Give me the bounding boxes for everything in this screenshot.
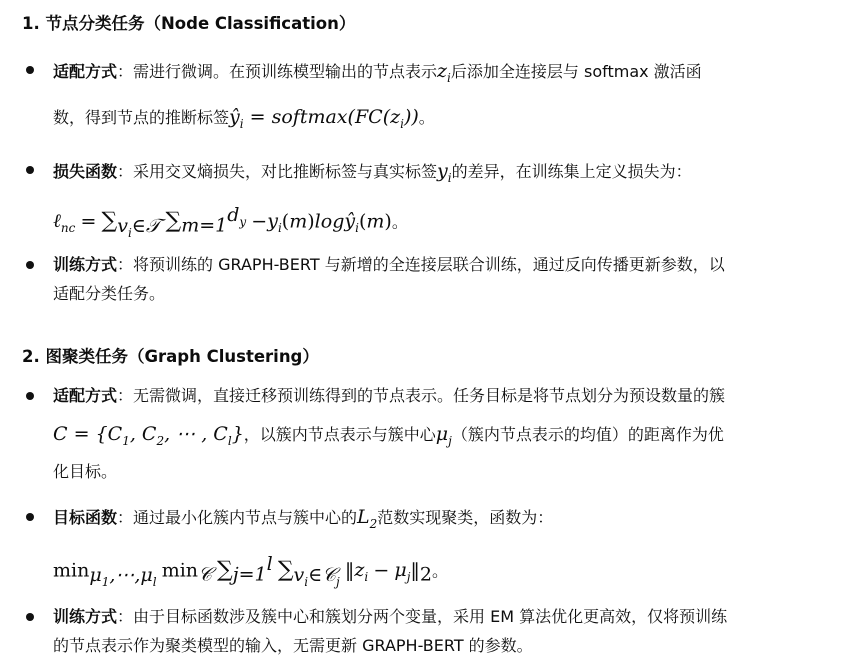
math-cluster-set: $C = \{C_1$, $C_2$, ⋯ , $C_l$}: [53, 423, 244, 448]
bullet-label: 训练方式: [53, 255, 118, 274]
text: ：将预训练的 GRAPH-BERT 与新增的全连接层联合训练，通过反向传播更新参数，以: [117, 255, 725, 274]
bullet-icon: [26, 166, 34, 174]
paragraph-line: [53, 604, 727, 630]
paragraph-line: [53, 104, 435, 137]
bullet-label: 损失函数: [53, 162, 118, 181]
paragraph-line: [53, 281, 165, 307]
text: ：采用交叉熵损失，对比推断标签与真实标签: [117, 162, 438, 181]
paragraph-line: [53, 383, 725, 409]
text: 后添加全连接层与 softmax 激活函: [450, 62, 702, 81]
math-l2: $L_2$: [357, 506, 378, 531]
text: 。: [418, 108, 435, 127]
text: ：需进行微调。在预训练模型输出的节点表示: [117, 62, 438, 81]
bullet-label: 适配方式: [53, 386, 118, 405]
paragraph-line: [53, 504, 553, 537]
text: ：通过最小化簇内节点与簇中心的: [117, 508, 358, 527]
math-y-i: $y_i$: [437, 160, 452, 185]
bullet-icon: [26, 613, 34, 621]
paragraph-line: [53, 58, 702, 91]
text: 数，得到节点的推断标签: [53, 108, 230, 127]
text: 的节点表示作为聚类模型的输入，无需更新 GRAPH-BERT 的参数。: [53, 636, 533, 655]
paragraph-line: [53, 158, 692, 191]
text: 化目标。: [53, 462, 118, 481]
text: ：无需微调，直接迁移预训练得到的节点表示。任务目标是将节点划分为预设数量的簇: [117, 386, 726, 405]
text: ，以簇内节点表示与簇中心: [243, 425, 436, 444]
bullet-icon: [26, 513, 34, 521]
bullet-icon: [26, 261, 34, 269]
bullet-icon: [26, 66, 34, 74]
paragraph-line: [53, 421, 724, 454]
paragraph-line: [53, 252, 725, 278]
section-heading-node-classification: 1. 节点分类任务（Node Classification）: [22, 14, 356, 33]
text: 的差异，在训练集上定义损失为：: [451, 162, 692, 181]
math-loss-formula: ℓ$_{nc}$ = $\sum_{v_i\in 𝒯}$ $\sum_{m=1}^{d_y}$ $-y_i(m)\log ŷ_i(m)$。: [53, 204, 408, 240]
math-objective-formula: $\min_{\mu_1,\cdots,\mu_l} \min_𝒞 \sum_{j=1}^l$ $\sum_{v_i\in 𝒞_j}$ $‖z_i$ − $\mu_j‖_2$。: [53, 553, 449, 589]
bullet-label: 适配方式: [53, 62, 118, 81]
bullet-label: 训练方式: [53, 607, 118, 626]
math-softmax-formula: $ŷ_i$ = $softmax(FC(z_i))$: [229, 106, 419, 131]
section-heading-graph-clustering: 2. 图聚类任务（Graph Clustering）: [22, 347, 319, 366]
text: ：由于目标函数涉及簇中心和簇划分两个变量，采用 EM 算法优化更高效，仅将预训练: [117, 607, 728, 626]
math-z-i: $z_i$: [437, 60, 451, 85]
text: 范数实现聚类，函数为：: [377, 508, 554, 527]
bullet-label: 目标函数: [53, 508, 118, 527]
math-mu-j: $\mu_j$: [435, 423, 452, 448]
bullet-icon: [26, 392, 34, 400]
paragraph-line: [53, 459, 117, 485]
text: （簇内节点表示的均值）的距离作为优: [451, 425, 724, 444]
paragraph-line: [53, 633, 533, 659]
text: 适配分类任务。: [53, 284, 166, 303]
